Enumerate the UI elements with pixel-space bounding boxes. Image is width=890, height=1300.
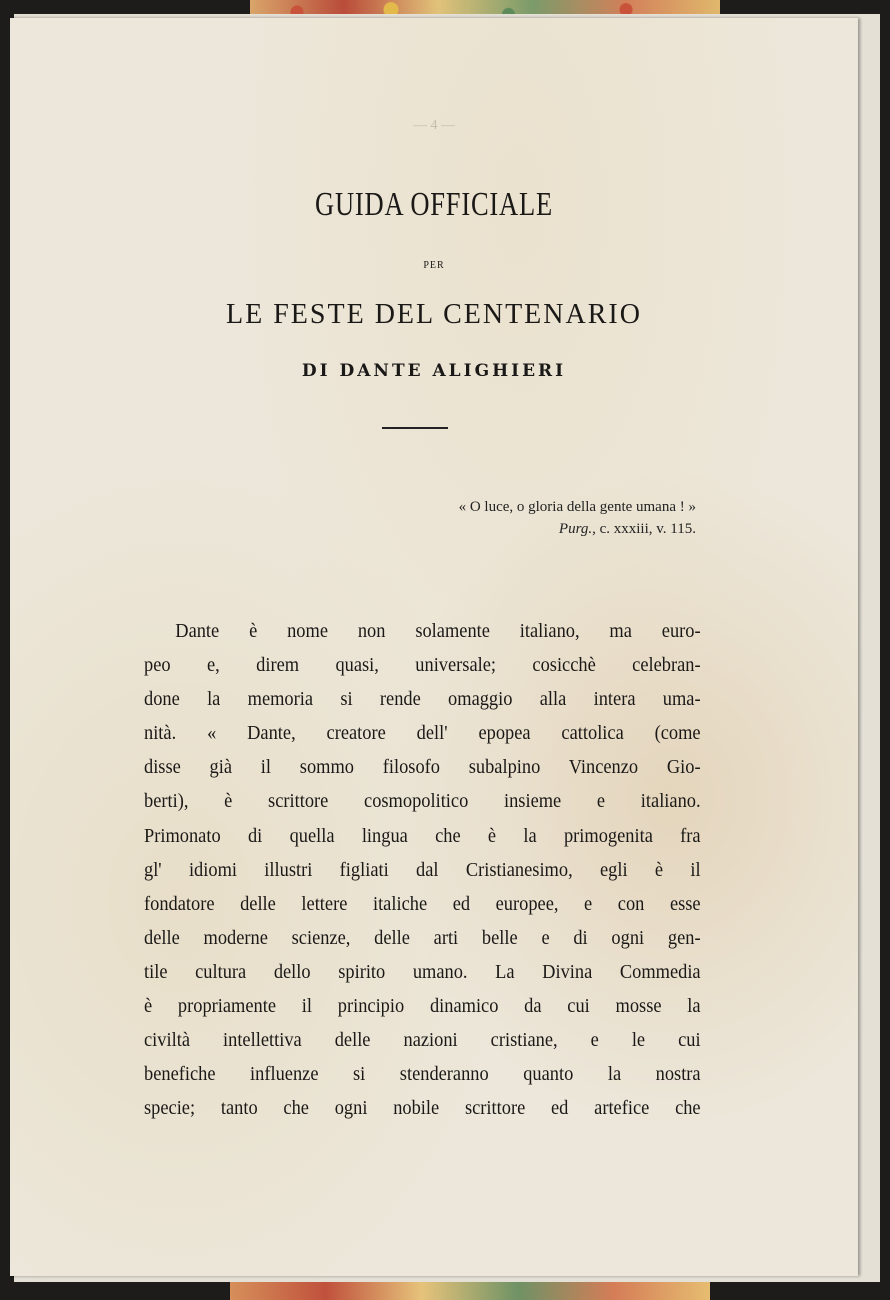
epigraph-quote: « O luce, o gloria della gente umana ! » [458, 499, 696, 515]
title-rule [382, 427, 448, 429]
body-line: berti), è scrittore cosmopolitico insieme e italiano. [144, 790, 701, 813]
body-line: delle moderne scienze, delle arti belle e di ogni gen- [144, 926, 701, 949]
body-line: benefiche influenze si stenderanno quanto la nostra [144, 1063, 701, 1086]
title-dante-alighieri: DI DANTE ALIGHIERI [301, 361, 567, 381]
body-line: fondatore delle lettere italiche ed europee, e con esse [144, 892, 701, 915]
body-line: civiltà intellettiva delle nazioni cristiane, e le cui [144, 1029, 701, 1052]
body-line: disse già il sommo filosofo subalpino Vincenzo Gio- [144, 756, 701, 779]
body-line: gl' idiomi illustri figliati dal Cristianesimo, egli è il [144, 858, 701, 881]
body-line: Primonato di quella lingua che è la primogenita fra [144, 824, 701, 847]
title-le-feste: LE FESTE DEL CENTENARIO [226, 299, 642, 330]
book-page [10, 18, 858, 1276]
title-per: PER [423, 260, 445, 271]
body-line: è propriamente il principio dinamico da cui mosse la [144, 995, 701, 1018]
epigraph [380, 496, 696, 540]
body-line: specie; tanto che ogni nobile scrittore ed artefice che [144, 1097, 701, 1120]
body-line: done la memoria si rende omaggio alla intera uma- [144, 688, 701, 711]
body-paragraph [144, 614, 701, 1125]
body-line: tile cultura dello spirito umano. La Divina Commedia [144, 960, 701, 983]
epigraph-cite-rest: , c. xxxiii, v. 115. [592, 521, 696, 537]
body-line: nità. « Dante, creatore dell' epopea cattolica (come [144, 722, 701, 745]
title-guida-officiale: GUIDA OFFICIALE [315, 186, 553, 223]
epigraph-citation [380, 518, 696, 540]
page-number: — 4 — [413, 118, 455, 133]
body-line: peo e, direm quasi, universale; cosicchè celebran- [144, 654, 701, 677]
epigraph-cite-work: Purg. [558, 521, 593, 537]
body-line: Dante è nome non solamente italiano, ma euro- [175, 620, 701, 642]
